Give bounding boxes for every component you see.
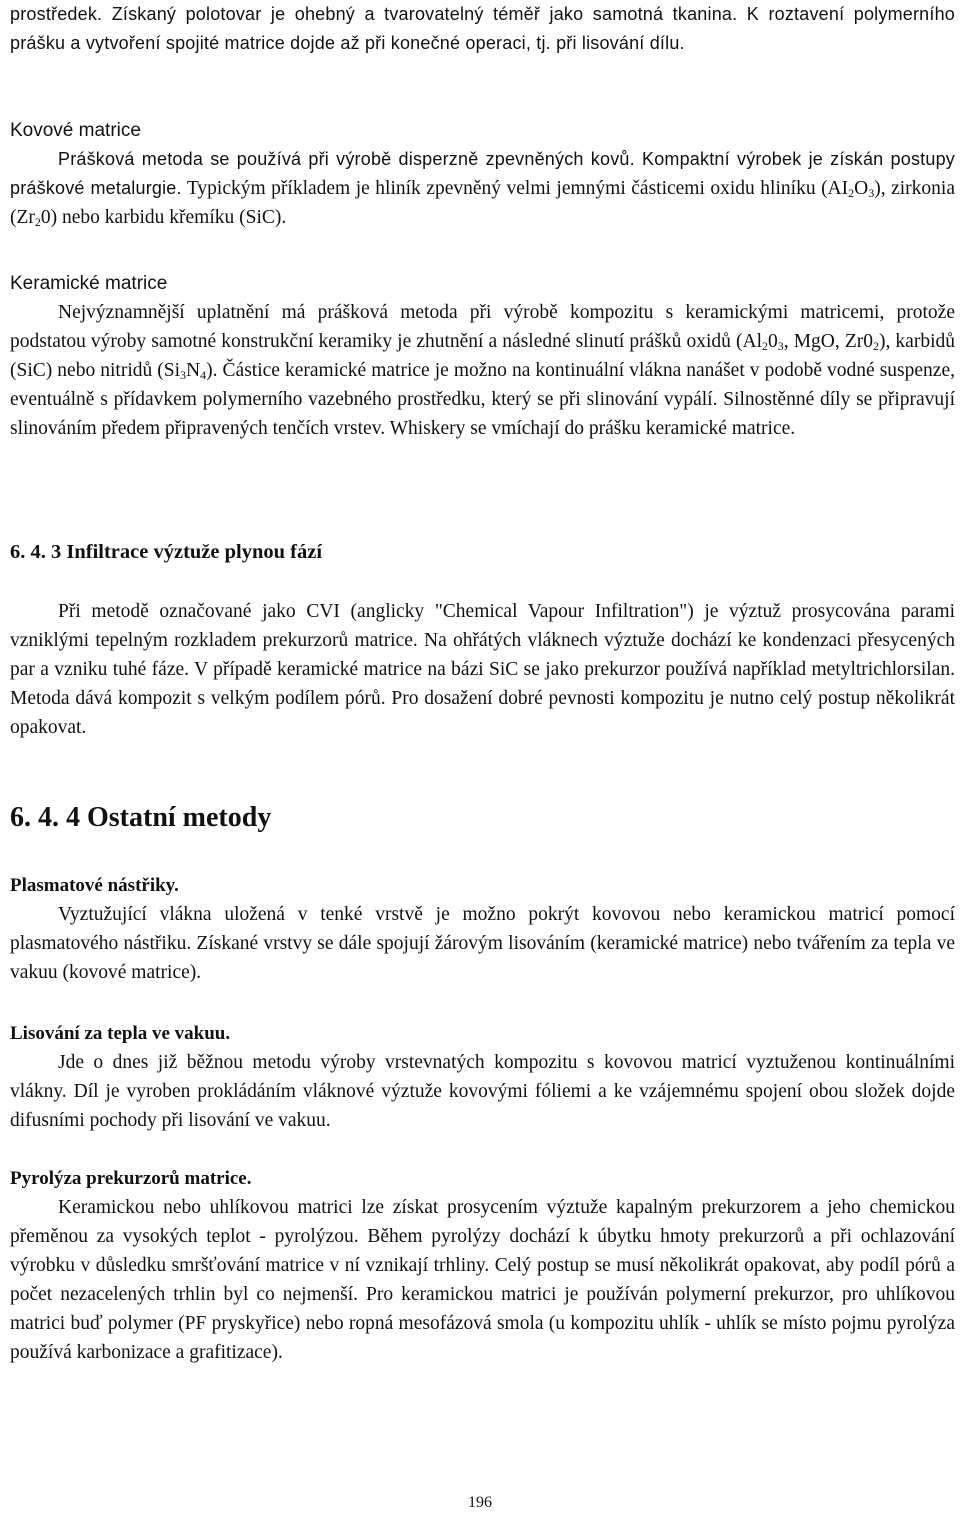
keramicke-text-6: ). Částice keramické matrice je možno na kontinuální vlákna nanášet v podobě vodné suspenze, eventuálně s přídavkem polymerního vazebného prostředku, který se při slinování vypálí. Silnostěnné díly se připravují slinováním předem připravených tenčích vrstev. Whiskery se vmíchají do prášku keramické matrice.	[10, 360, 955, 439]
heading-plasmatove-nastriky: Plasmatové nástřiky.	[10, 875, 179, 896]
infiltrace-paragraph: Při metodě označované jako CVI (anglicky "Chemical Vapour Infiltration") je výztuž prosycována parami vzniklými tepelným rozkladem prekurzorů matrice. Na ohřátých vláknech výztuže dochází ke kondenzaci přesycených par a vzniku tuhé fáze. V případě keramické matrice na bázi SiC se jako prekurzor používá například metyltrichlorsilan. Metoda dává kompozit s velkým podílem pórů. Pro dosažení dobré pevnosti kompozitu je nutno celý postup několikrát opakovat.	[10, 601, 955, 738]
heading-keramicke-matrice: Keramické matrice	[10, 273, 168, 294]
subscript: 4	[200, 368, 207, 382]
subscript: 3	[777, 339, 784, 353]
pyrolyza-paragraph: Keramickou nebo uhlíkovou matrici lze získat prosycením výztuže kapalným prekurzorem a jeho chemickou přeměnou za vysokých teplot - pyrolýzou. Během pyrolýzy dochází k úbytku hmoty prekurzorů a při ochlazování výrobku v důsledku smršťování matrice v ní vznikají trhliny. Celý postup se musí několikrát opakovat, aby podíl pórů a počet nezacelených trhlin byl co nejmenší. Pro keramickou matrici je používán polymerní prekurzor, pro uhlíkovou matrici buď polymer (PF pryskyřice) nebo ropná mesofázová smola (u kompozitu uhlík - uhlík se místo pojmu pyrolýza používá karbonizace a grafitizace).	[10, 1197, 955, 1363]
keramicke-text-1: Nejvýznamnější uplatnění má prášková metoda při výrobě kompozitu s keramickými matricemi, protože podstatou výroby samotné konstrukční keramiky je zhutnění a následné slinutí prášků oxidů (Al	[10, 302, 955, 352]
heading-pyrolyza: Pyrolýza prekurzorů matrice.	[10, 1168, 252, 1189]
kovove-paragraph	[10, 145, 955, 232]
kovove-text-b2: O	[854, 178, 869, 199]
keramicke-text-4: ), karbidů (SiC) nebo nitridů (Si	[10, 331, 955, 381]
heading-ostatni-metody: 6. 4. 4 Ostatní metody	[10, 802, 272, 833]
page-number: 196	[468, 1494, 492, 1511]
heading-lisovani: Lisování za tepla ve vakuu.	[10, 1023, 231, 1044]
intro-paragraph: prostředek. Získaný polotovar je ohebný a tvarovatelný téměř jako samotná tkanina. K roztavení polymerního prášku a vytvoření spojité matrice dojde až při konečné operaci, tj. při lisování dílu.	[10, 4, 955, 53]
lisovani-paragraph: Jde o dnes již běžnou metodu výroby vrstevnatých kompozitu s kovovou matricí vyztuženou kontinuálními vlákny. Díl je vyroben prokládáním vláknové výztuže kovovými fóliemi a ke vzájemnému spojení obou složek dojde difusními pochody při lisování ve vakuu.	[10, 1052, 955, 1131]
kovove-text-b1: Typickým příkladem je hliník zpevněný velmi jemnými částicemi oxidu hliníku (AI	[181, 178, 849, 199]
heading-kovove-matrice: Kovové matrice	[10, 120, 141, 141]
keramicke-text-3: , MgO, Zr0	[783, 331, 873, 352]
kovove-text-b3: ), zirkonia (Zr	[10, 178, 955, 228]
subscript: 3	[868, 186, 875, 200]
subscript: 2	[848, 186, 855, 200]
kovove-text-a: Prášková metoda se používá při výrobě disperzně zpevněných kovů. Kompaktní výrobek je získán postupy práškové metalurgie.	[10, 149, 955, 198]
keramicke-paragraph	[10, 298, 955, 443]
subscript: 2	[761, 339, 768, 353]
keramicke-text-2: 0	[767, 331, 778, 352]
subscript: 2	[872, 339, 879, 353]
plasma-paragraph: Vyztužující vlákna uložená v tenké vrstvě je možno pokrýt kovovou nebo keramickou matricí pomocí plasmatového nástřiku. Získané vrstvy se dále spojují žárovým lisováním (keramické matrice) nebo tvářením za tepla ve vakuu (kovové matrice).	[10, 904, 955, 983]
subscript: 3	[180, 368, 187, 382]
heading-infiltrace: 6. 4. 3 Infiltrace výztuže plynou fází	[10, 541, 323, 563]
keramicke-text-5: N	[186, 360, 201, 381]
subscript: 2	[34, 215, 41, 229]
kovove-text-b4: 0) nebo karbidu křemíku (SiC).	[40, 207, 287, 228]
